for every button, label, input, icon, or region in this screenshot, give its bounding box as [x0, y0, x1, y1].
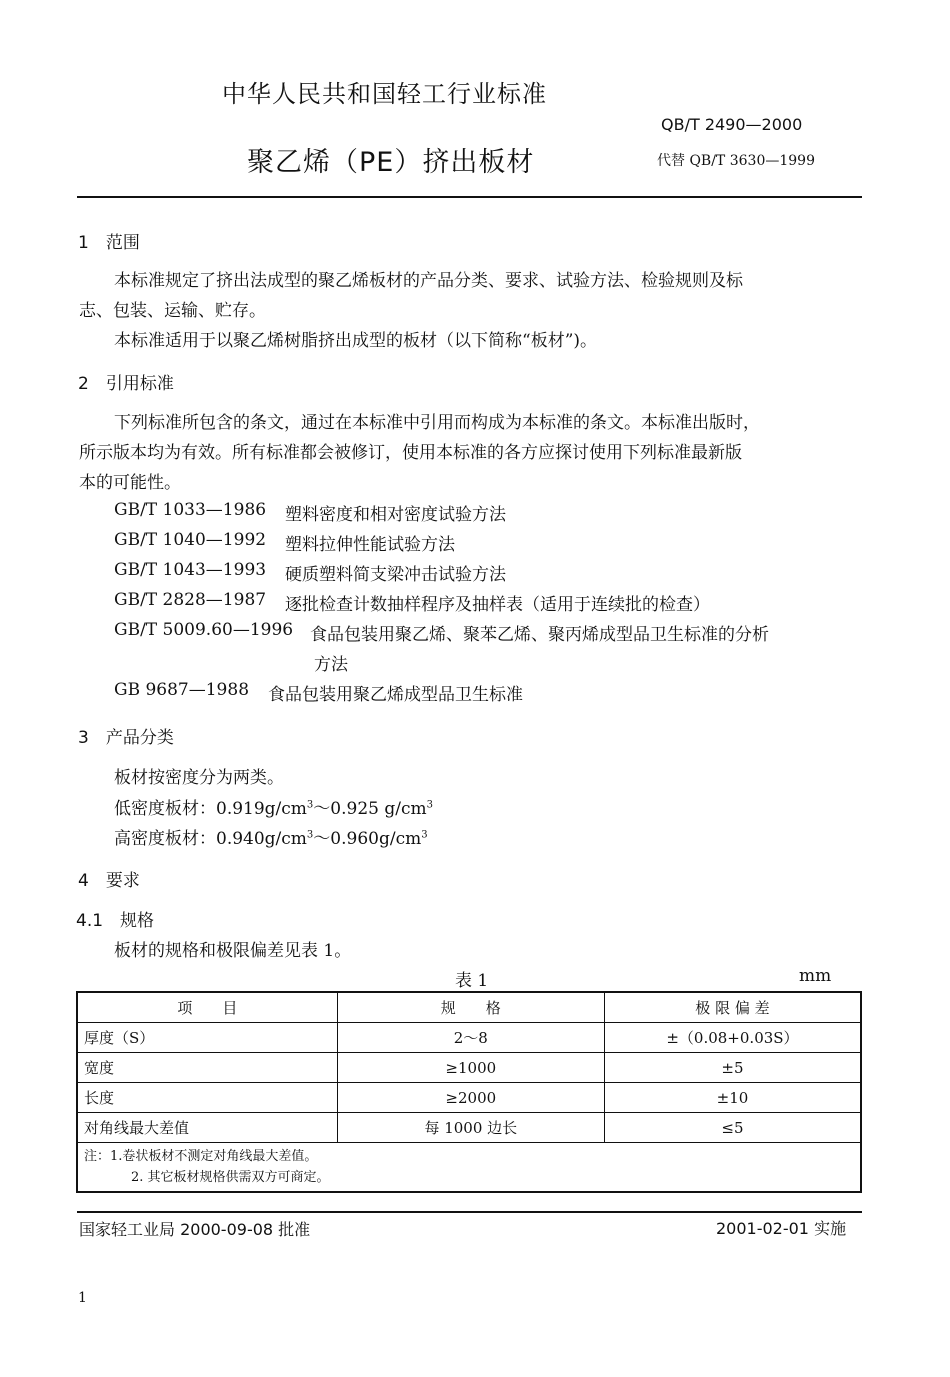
table-note	[77, 1143, 861, 1193]
reference-code: GB/T 2828—1987	[114, 590, 267, 610]
reference-title: 硬质塑料简支梁冲击试验方法	[285, 565, 506, 585]
section-1-paragraph: 本标准适用于以聚乙烯树脂挤出成型的板材（以下简称“板材”)。	[114, 331, 598, 351]
section-1-paragraph-line: 志、包装、运输、贮存。	[79, 301, 266, 321]
table-header-row	[77, 992, 861, 1023]
spec-table	[76, 991, 862, 1193]
page-number: 1	[78, 1290, 87, 1306]
table-cell: 长度	[77, 1083, 337, 1113]
column-header: 极 限 偏 差	[604, 992, 861, 1023]
reference-code: GB/T 1040—1992	[114, 530, 267, 550]
replaces-standard: 代替 QB/T 3630—1999	[657, 153, 815, 169]
exponent: 3	[426, 799, 433, 811]
table-cell: ≥2000	[337, 1083, 604, 1113]
table-cell: ±10	[604, 1083, 861, 1113]
section-4-heading: 4 要求	[78, 871, 140, 891]
table-cell: 对角线最大差值	[77, 1113, 337, 1143]
implementation-date: 2001-02-01 实施	[716, 1219, 847, 1238]
section-3-heading: 3 产品分类	[78, 728, 174, 748]
issuing-organization: 中华人民共和国轻工行业标准	[222, 80, 547, 108]
section-4-1-paragraph: 板材的规格和极限偏差见表 1。	[114, 941, 352, 961]
table-row	[77, 1083, 861, 1113]
section-2-paragraph-line: 所示版本均为有效。所有标准都会被修订，使用本标准的各方应探讨使用下列标准最新版	[79, 443, 742, 463]
section-2-heading: 2 引用标准	[78, 374, 174, 394]
reference-title: 塑料密度和相对密度试验方法	[285, 505, 506, 525]
table-cell: ≥1000	[337, 1053, 604, 1083]
table-cell: 每 1000 边长	[337, 1113, 604, 1143]
section-1-paragraph-line: 本标准规定了挤出法成型的聚乙烯板材的产品分类、要求、试验方法、检验规则及标	[114, 271, 743, 291]
column-header: 项 目	[77, 992, 337, 1023]
standard-code: QB/T 2490—2000	[661, 115, 803, 134]
document-title: 聚乙烯（PE）挤出板材	[247, 147, 535, 178]
low-density-max: ～0.925 g/cm	[313, 799, 427, 819]
table-row	[77, 1023, 861, 1053]
table-row	[77, 1053, 861, 1083]
table-cell: 宽度	[77, 1053, 337, 1083]
table-note-row	[77, 1143, 861, 1193]
low-density-min: 0.919g/cm	[216, 799, 307, 819]
exponent: 3	[421, 829, 428, 841]
table-row	[77, 1113, 861, 1143]
exponent: 3	[306, 829, 314, 841]
high-density-range	[114, 824, 428, 849]
table-cell: ±5	[604, 1053, 861, 1083]
reference-title: 逐批检查计数抽样程序及抽样表（适用于连续批的检查）	[285, 595, 710, 615]
table-cell: 厚度（S）	[77, 1023, 337, 1053]
section-2-paragraph-line: 下列标准所包含的条文，通过在本标准中引用而构成为本标准的条文。本标准出版时，	[114, 413, 760, 433]
footer-divider	[77, 1211, 862, 1213]
section-2-paragraph-line: 本的可能性。	[79, 473, 181, 493]
high-density-max: ～0.960g/cm	[313, 829, 422, 849]
exponent: 3	[306, 799, 314, 811]
low-density-range	[114, 794, 433, 819]
table-unit: mm	[799, 966, 832, 986]
reference-code: GB 9687—1988	[114, 680, 250, 700]
table-cell: ±（0.08+0.03S）	[604, 1023, 861, 1053]
reference-title: 食品包装用聚乙烯、聚苯乙烯、聚丙烯成型品卫生标准的分析	[310, 625, 769, 645]
reference-code: GB/T 1033—1986	[114, 500, 267, 520]
reference-code: GB/T 1043—1993	[114, 560, 267, 580]
low-density-label: 低密度板材：	[114, 799, 216, 819]
section-1-heading: 1 范围	[78, 233, 140, 253]
table-note-line: 注：1.卷状板材不测定对角线最大差值。	[84, 1149, 318, 1164]
column-header: 规 格	[337, 992, 604, 1023]
table-caption: 表 1	[455, 971, 489, 991]
table-note-line: 2. 其它板材规格供需双方可商定。	[131, 1170, 330, 1185]
high-density-label: 高密度板材：	[114, 829, 216, 849]
header-divider	[77, 196, 862, 198]
table-cell: 2～8	[337, 1023, 604, 1053]
high-density-min: 0.940g/cm	[216, 829, 307, 849]
table-cell: ≤5	[604, 1113, 861, 1143]
reference-title: 食品包装用聚乙烯成型品卫生标准	[268, 685, 523, 705]
section-4-1-heading: 4.1 规格	[76, 911, 155, 931]
approval-statement: 国家轻工业局 2000-09-08 批准	[79, 1220, 311, 1239]
section-3-paragraph: 板材按密度分为两类。	[114, 768, 284, 788]
reference-title: 塑料拉伸性能试验方法	[285, 535, 455, 555]
reference-code: GB/T 5009.60—1996	[114, 620, 294, 640]
reference-title-continued: 方法	[314, 655, 348, 675]
